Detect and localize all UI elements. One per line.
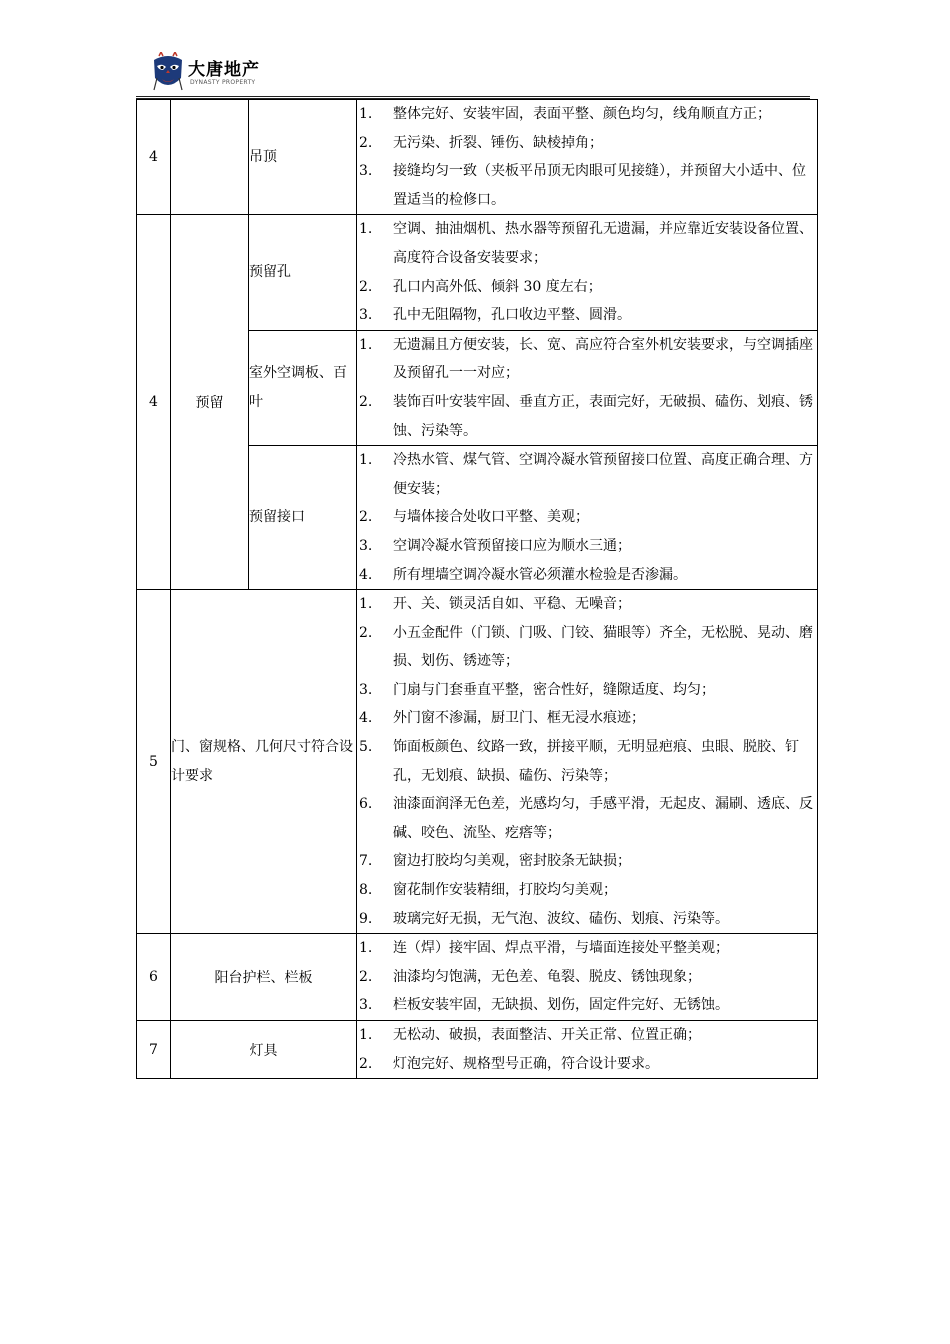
list-item: 1. 冷热水管、煤气管、空调冷凝水管预留接口位置、高度正确合理、方便安装； xyxy=(359,452,813,497)
inspection-table xyxy=(136,99,818,1079)
row-requirements xyxy=(357,446,818,590)
list-item: 2. 无污染、折裂、锤伤、缺棱掉角； xyxy=(359,134,603,151)
row-requirements xyxy=(357,590,818,934)
row-number: 7 xyxy=(137,1021,171,1079)
list-item: 7. 窗边打胶均匀美观，密封胶条无缺损； xyxy=(359,853,631,870)
row-requirements xyxy=(357,215,818,330)
row-number: 4 xyxy=(137,100,171,215)
list-item: 2. 孔口内高外低、倾斜 30 度左右； xyxy=(359,278,602,295)
row-subcategory: 预留孔 xyxy=(249,215,357,330)
row-requirements xyxy=(357,934,818,1021)
row-requirements xyxy=(357,330,818,445)
list-item: 9. 玻璃完好无损，无气泡、波纹、磕伤、划痕、污染等。 xyxy=(359,910,729,927)
row-category: 阳台护栏、栏板 xyxy=(171,934,357,1021)
table-row xyxy=(137,100,818,215)
row-category: 预留 xyxy=(171,215,249,590)
row-category: 灯具 xyxy=(171,1021,357,1079)
table-row xyxy=(137,1021,818,1079)
list-item: 6. 油漆面润泽无色差，光感均匀，手感平滑，无起皮、漏刷、透底、反碱、咬色、流坠、疙瘩等； xyxy=(359,796,813,841)
row-number: 4 xyxy=(137,215,171,590)
table-row xyxy=(137,934,818,1021)
row-category xyxy=(171,100,249,215)
list-item: 2. 与墙体接合处收口平整、美观； xyxy=(359,509,589,526)
list-item: 1. 连（焊）接牢固、焊点平滑，与墙面连接处平整美观； xyxy=(359,940,729,957)
list-item: 1. 空调、抽油烟机、热水器等预留孔无遗漏，并应靠近安装设备位置、高度符合设备安装要求； xyxy=(359,221,813,266)
row-number: 5 xyxy=(137,590,171,934)
row-subcategory: 室外空调板、百叶 xyxy=(249,330,357,445)
row-category: 门、窗规格、几何尺寸符合设计要求 xyxy=(171,590,357,934)
list-item: 3. 孔中无阻隔物，孔口收边平整、圆滑。 xyxy=(359,307,631,324)
list-item: 3. 门扇与门套垂直平整，密合性好，缝隙适度、均匀； xyxy=(359,681,715,698)
list-item: 4. 外门窗不渗漏，厨卫门、框无浸水痕迹； xyxy=(359,710,645,727)
list-item: 2. 装饰百叶安装牢固、垂直方正，表面完好，无破损、磕伤、划痕、锈蚀、污染等。 xyxy=(359,393,813,439)
row-subcategory: 预留接口 xyxy=(249,446,357,590)
list-item: 2. 油漆均匀饱满，无色差、龟裂、脱皮、锈蚀现象； xyxy=(359,968,701,985)
opera-mask-icon xyxy=(151,52,185,92)
table-row xyxy=(137,215,818,330)
list-item: 1. 整体完好、安装牢固，表面平整、颜色均匀，线角顺直方正； xyxy=(359,106,771,122)
list-item: 5. 饰面板颜色、纹路一致，拼接平顺，无明显疤痕、虫眼、脱胶、钉孔，无划痕、缺损、磕伤、污染等； xyxy=(359,739,799,784)
list-item: 4. 所有埋墙空调冷凝水管必须灌水检验是否渗漏。 xyxy=(359,566,687,583)
table-row xyxy=(137,590,818,934)
list-item: 3. 接缝均匀一致（夹板平吊顶无肉眼可见接缝），并预留大小适中、位置适当的检修口。 xyxy=(359,163,806,208)
list-item: 2. 小五金配件（门锁、门吸、门铰、猫眼等）齐全，无松脱、晃动、磨损、划伤、锈迹等； xyxy=(359,624,813,670)
header-divider xyxy=(136,96,810,97)
row-number: 6 xyxy=(137,934,171,1021)
list-item: 8. 窗花制作安装精细，打胶均匀美观； xyxy=(359,882,617,899)
logo-text-cn: 大唐地产 xyxy=(188,60,260,80)
list-item: 3. 栏板安装牢固，无缺损、划伤，固定件完好、无锈蚀。 xyxy=(359,997,729,1014)
row-requirements xyxy=(357,100,818,215)
row-requirements xyxy=(357,1021,818,1079)
row-subcategory: 吊顶 xyxy=(249,100,357,215)
list-item: 2. 灯泡完好、规格型号正确，符合设计要求。 xyxy=(359,1055,659,1072)
list-item: 1. 无遗漏且方便安装，长、宽、高应符合室外机安装要求，与空调插座及预留孔一一对应； xyxy=(359,336,813,382)
list-item: 1. 无松动、破损，表面整洁、开关正常、位置正确； xyxy=(359,1027,701,1043)
company-logo xyxy=(143,47,261,97)
logo-text-en: DYNASTY PROPERTY xyxy=(190,79,256,86)
list-item: 3. 空调冷凝水管预留接口应为顺水三通； xyxy=(359,537,631,554)
list-item: 1. 开、关、锁灵活自如、平稳、无噪音； xyxy=(359,596,631,613)
